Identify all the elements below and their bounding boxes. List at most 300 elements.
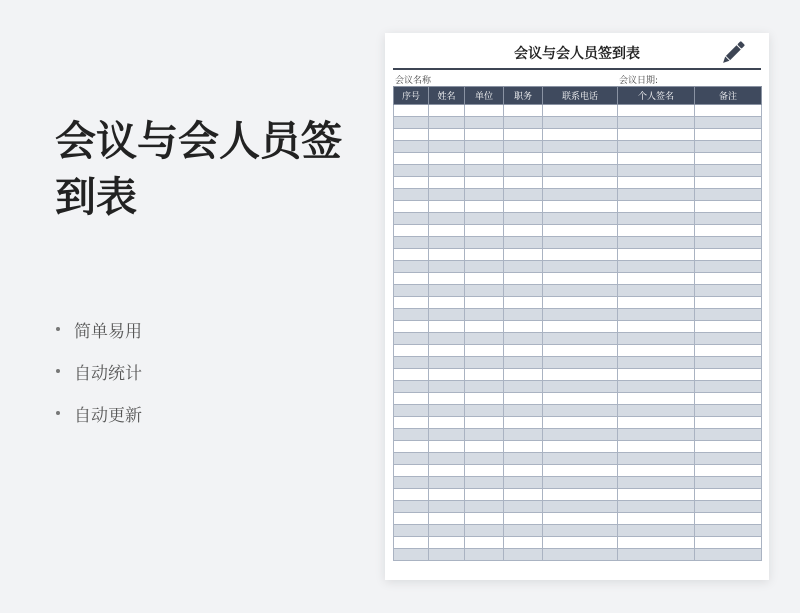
table-row	[394, 117, 762, 129]
table-cell	[695, 453, 762, 465]
column-header-index: 序号	[394, 87, 429, 105]
table-cell	[394, 393, 429, 405]
table-row	[394, 273, 762, 285]
table-cell	[394, 501, 429, 513]
table-cell	[695, 513, 762, 525]
table-cell	[695, 393, 762, 405]
table-cell	[543, 105, 618, 117]
table-cell	[618, 537, 695, 549]
column-header-signature: 个人签名	[618, 87, 695, 105]
table-cell	[618, 117, 695, 129]
table-cell	[504, 129, 543, 141]
table-cell	[504, 189, 543, 201]
table-cell	[695, 105, 762, 117]
table-cell	[465, 165, 504, 177]
table-cell	[504, 357, 543, 369]
table-cell	[695, 489, 762, 501]
table-cell	[504, 537, 543, 549]
table-cell	[429, 393, 465, 405]
table-cell	[543, 477, 618, 489]
feature-label: 自动统计	[74, 363, 142, 384]
bullet-icon	[56, 369, 60, 373]
table-cell	[543, 141, 618, 153]
table-cell	[429, 261, 465, 273]
table-cell	[465, 477, 504, 489]
table-cell	[695, 321, 762, 333]
table-cell	[504, 465, 543, 477]
table-cell	[429, 537, 465, 549]
table-row	[394, 501, 762, 513]
table-cell	[429, 345, 465, 357]
table-cell	[394, 333, 429, 345]
table-cell	[618, 417, 695, 429]
table-row	[394, 525, 762, 537]
table-cell	[394, 537, 429, 549]
table-cell	[618, 381, 695, 393]
table-cell	[695, 165, 762, 177]
table-cell	[504, 549, 543, 561]
table-cell	[504, 393, 543, 405]
table-row	[394, 549, 762, 561]
table-cell	[543, 357, 618, 369]
table-cell	[465, 321, 504, 333]
table-cell	[543, 549, 618, 561]
table-cell	[429, 429, 465, 441]
table-row	[394, 201, 762, 213]
table-body	[394, 105, 762, 561]
table-cell	[394, 465, 429, 477]
table-cell	[695, 309, 762, 321]
table-cell	[695, 501, 762, 513]
table-cell	[429, 237, 465, 249]
table-cell	[543, 261, 618, 273]
table-cell	[465, 381, 504, 393]
table-row	[394, 153, 762, 165]
feature-item	[56, 350, 142, 392]
table-cell	[465, 369, 504, 381]
table-cell	[465, 465, 504, 477]
table-cell	[618, 273, 695, 285]
table-cell	[394, 513, 429, 525]
table-cell	[618, 249, 695, 261]
table-cell	[504, 489, 543, 501]
table-cell	[504, 345, 543, 357]
table-cell	[429, 381, 465, 393]
table-cell	[465, 129, 504, 141]
table-cell	[429, 273, 465, 285]
table-cell	[618, 129, 695, 141]
table-cell	[543, 201, 618, 213]
table-cell	[504, 225, 543, 237]
table-cell	[394, 309, 429, 321]
table-cell	[543, 189, 618, 201]
table-cell	[543, 177, 618, 189]
column-header-name: 姓名	[429, 87, 465, 105]
table-cell	[429, 249, 465, 261]
table-cell	[543, 429, 618, 441]
column-header-remarks: 备注	[695, 87, 762, 105]
table-cell	[429, 549, 465, 561]
table-cell	[618, 297, 695, 309]
table-cell	[695, 189, 762, 201]
table-cell	[695, 213, 762, 225]
table-cell	[543, 285, 618, 297]
table-cell	[695, 537, 762, 549]
table-cell	[394, 105, 429, 117]
table-cell	[543, 465, 618, 477]
table-cell	[394, 321, 429, 333]
table-cell	[695, 381, 762, 393]
table-cell	[543, 333, 618, 345]
table-cell	[618, 165, 695, 177]
table-cell	[394, 525, 429, 537]
table-cell	[465, 549, 504, 561]
table-cell	[543, 225, 618, 237]
table-cell	[618, 345, 695, 357]
table-cell	[394, 237, 429, 249]
table-cell	[543, 513, 618, 525]
table-cell	[429, 297, 465, 309]
table-row	[394, 249, 762, 261]
table-cell	[465, 177, 504, 189]
table-cell	[618, 309, 695, 321]
table-cell	[695, 525, 762, 537]
table-cell	[504, 333, 543, 345]
meeting-date-label: 会议日期:	[619, 76, 659, 86]
table-cell	[394, 249, 429, 261]
table-cell	[394, 369, 429, 381]
table-cell	[429, 465, 465, 477]
table-cell	[618, 441, 695, 453]
table-row	[394, 465, 762, 477]
table-cell	[504, 153, 543, 165]
table-cell	[504, 453, 543, 465]
table-cell	[429, 501, 465, 513]
table-cell	[465, 489, 504, 501]
table-cell	[695, 549, 762, 561]
table-cell	[465, 105, 504, 117]
table-cell	[618, 477, 695, 489]
table-cell	[429, 177, 465, 189]
table-cell	[695, 477, 762, 489]
table-cell	[394, 189, 429, 201]
table-row	[394, 189, 762, 201]
table-cell	[394, 549, 429, 561]
table-cell	[394, 429, 429, 441]
table-cell	[618, 489, 695, 501]
table-cell	[465, 213, 504, 225]
table-cell	[543, 489, 618, 501]
table-cell	[618, 393, 695, 405]
table-row	[394, 297, 762, 309]
table-cell	[618, 549, 695, 561]
table-cell	[543, 309, 618, 321]
feature-list	[56, 308, 142, 434]
table-cell	[543, 345, 618, 357]
table-cell	[543, 165, 618, 177]
table-cell	[618, 213, 695, 225]
table-cell	[695, 237, 762, 249]
table-header-row	[394, 87, 762, 105]
table-cell	[429, 105, 465, 117]
table-row	[394, 237, 762, 249]
page-title: 会议与会人员签到表	[55, 117, 342, 221]
table-cell	[504, 117, 543, 129]
table-cell	[465, 201, 504, 213]
table-cell	[695, 129, 762, 141]
table-cell	[543, 117, 618, 129]
table-cell	[465, 525, 504, 537]
table-cell	[618, 369, 695, 381]
table-cell	[504, 249, 543, 261]
table-row	[394, 357, 762, 369]
table-cell	[618, 429, 695, 441]
table-cell	[465, 357, 504, 369]
table-cell	[543, 321, 618, 333]
table-cell	[429, 141, 465, 153]
table-cell	[543, 453, 618, 465]
table-cell	[429, 513, 465, 525]
bullet-icon	[56, 327, 60, 331]
table-cell	[429, 117, 465, 129]
table-cell	[504, 321, 543, 333]
table-cell	[695, 249, 762, 261]
table-cell	[543, 273, 618, 285]
meeting-name-label: 会议名称	[395, 76, 432, 86]
table-cell	[695, 441, 762, 453]
table-cell	[618, 177, 695, 189]
table-cell	[695, 273, 762, 285]
table-cell	[504, 501, 543, 513]
table-cell	[543, 381, 618, 393]
table-cell	[504, 177, 543, 189]
feature-item	[56, 308, 142, 350]
table-cell	[695, 201, 762, 213]
table-cell	[543, 129, 618, 141]
table-row	[394, 405, 762, 417]
table-row	[394, 513, 762, 525]
table-cell	[394, 225, 429, 237]
feature-item	[56, 392, 142, 434]
table-cell	[429, 369, 465, 381]
table-cell	[543, 237, 618, 249]
table-cell	[394, 141, 429, 153]
table-cell	[504, 237, 543, 249]
table-cell	[618, 321, 695, 333]
table-row	[394, 417, 762, 429]
table-cell	[504, 381, 543, 393]
table-cell	[465, 285, 504, 297]
table-row	[394, 129, 762, 141]
feature-label: 简单易用	[74, 321, 142, 342]
table-cell	[394, 201, 429, 213]
table-cell	[618, 105, 695, 117]
feature-label: 自动更新	[74, 405, 142, 426]
table-cell	[465, 249, 504, 261]
table-cell	[429, 309, 465, 321]
table-cell	[465, 153, 504, 165]
table-cell	[465, 333, 504, 345]
table-cell	[429, 489, 465, 501]
table-cell	[618, 513, 695, 525]
table-cell	[465, 405, 504, 417]
table-cell	[465, 309, 504, 321]
table-cell	[429, 477, 465, 489]
table-cell	[465, 117, 504, 129]
table-cell	[543, 501, 618, 513]
table-cell	[695, 153, 762, 165]
table-cell	[543, 249, 618, 261]
table-cell	[543, 213, 618, 225]
table-row	[394, 177, 762, 189]
table-cell	[695, 141, 762, 153]
table-row	[394, 321, 762, 333]
table-row	[394, 441, 762, 453]
table-cell	[465, 501, 504, 513]
table-cell	[618, 153, 695, 165]
table-cell	[504, 429, 543, 441]
table-cell	[618, 141, 695, 153]
table-cell	[695, 429, 762, 441]
table-cell	[543, 393, 618, 405]
table-cell	[504, 165, 543, 177]
table-cell	[394, 489, 429, 501]
column-header-position: 职务	[504, 87, 543, 105]
table-cell	[504, 525, 543, 537]
table-cell	[465, 453, 504, 465]
table-row	[394, 453, 762, 465]
table-cell	[394, 285, 429, 297]
table-row	[394, 333, 762, 345]
table-cell	[618, 501, 695, 513]
table-cell	[394, 273, 429, 285]
table-cell	[394, 213, 429, 225]
table-cell	[695, 357, 762, 369]
table-cell	[504, 417, 543, 429]
table-cell	[429, 321, 465, 333]
table-cell	[394, 357, 429, 369]
table-cell	[618, 405, 695, 417]
table-cell	[543, 297, 618, 309]
table-cell	[543, 369, 618, 381]
table-cell	[465, 141, 504, 153]
table-cell	[504, 141, 543, 153]
table-cell	[429, 441, 465, 453]
table-cell	[618, 357, 695, 369]
table-cell	[695, 117, 762, 129]
table-cell	[394, 417, 429, 429]
table-cell	[618, 525, 695, 537]
table-cell	[394, 117, 429, 129]
table-row	[394, 141, 762, 153]
table-cell	[618, 465, 695, 477]
table-cell	[504, 309, 543, 321]
table-row	[394, 309, 762, 321]
table-cell	[394, 297, 429, 309]
table-row	[394, 489, 762, 501]
table-cell	[504, 213, 543, 225]
table-cell	[394, 261, 429, 273]
table-cell	[394, 153, 429, 165]
table-cell	[465, 273, 504, 285]
table-row	[394, 213, 762, 225]
table-cell	[465, 513, 504, 525]
table-cell	[618, 201, 695, 213]
table-cell	[465, 417, 504, 429]
table-cell	[695, 285, 762, 297]
table-cell	[429, 417, 465, 429]
table-cell	[695, 345, 762, 357]
table-cell	[465, 225, 504, 237]
table-cell	[394, 441, 429, 453]
table-cell	[394, 477, 429, 489]
table-cell	[465, 441, 504, 453]
table-cell	[504, 405, 543, 417]
table-cell	[618, 285, 695, 297]
column-header-organization: 单位	[465, 87, 504, 105]
table-cell	[618, 225, 695, 237]
table-cell	[394, 405, 429, 417]
table-cell	[429, 525, 465, 537]
table-cell	[543, 537, 618, 549]
table-cell	[504, 261, 543, 273]
table-cell	[618, 453, 695, 465]
table-row	[394, 429, 762, 441]
signin-table	[393, 86, 762, 561]
table-cell	[695, 417, 762, 429]
table-cell	[429, 405, 465, 417]
table-cell	[695, 177, 762, 189]
table-cell	[695, 333, 762, 345]
table-row	[394, 537, 762, 549]
table-cell	[429, 189, 465, 201]
table-cell	[394, 165, 429, 177]
table-row	[394, 285, 762, 297]
table-cell	[504, 201, 543, 213]
table-cell	[429, 225, 465, 237]
table-cell	[504, 297, 543, 309]
table-cell	[429, 165, 465, 177]
table-row	[394, 105, 762, 117]
table-cell	[465, 297, 504, 309]
table-cell	[465, 189, 504, 201]
table-cell	[465, 237, 504, 249]
table-cell	[543, 405, 618, 417]
table-cell	[465, 537, 504, 549]
table-row	[394, 477, 762, 489]
table-cell	[543, 441, 618, 453]
table-cell	[429, 285, 465, 297]
table-cell	[504, 273, 543, 285]
table-cell	[543, 153, 618, 165]
title-divider	[393, 68, 761, 70]
table-cell	[429, 357, 465, 369]
table-cell	[695, 369, 762, 381]
table-cell	[394, 381, 429, 393]
table-cell	[429, 201, 465, 213]
table-cell	[695, 405, 762, 417]
pencil-icon	[719, 39, 747, 67]
table-cell	[429, 333, 465, 345]
table-cell	[695, 261, 762, 273]
table-cell	[394, 177, 429, 189]
table-cell	[618, 189, 695, 201]
table-cell	[695, 297, 762, 309]
table-cell	[504, 285, 543, 297]
table-cell	[394, 345, 429, 357]
table-row	[394, 225, 762, 237]
table-cell	[618, 261, 695, 273]
